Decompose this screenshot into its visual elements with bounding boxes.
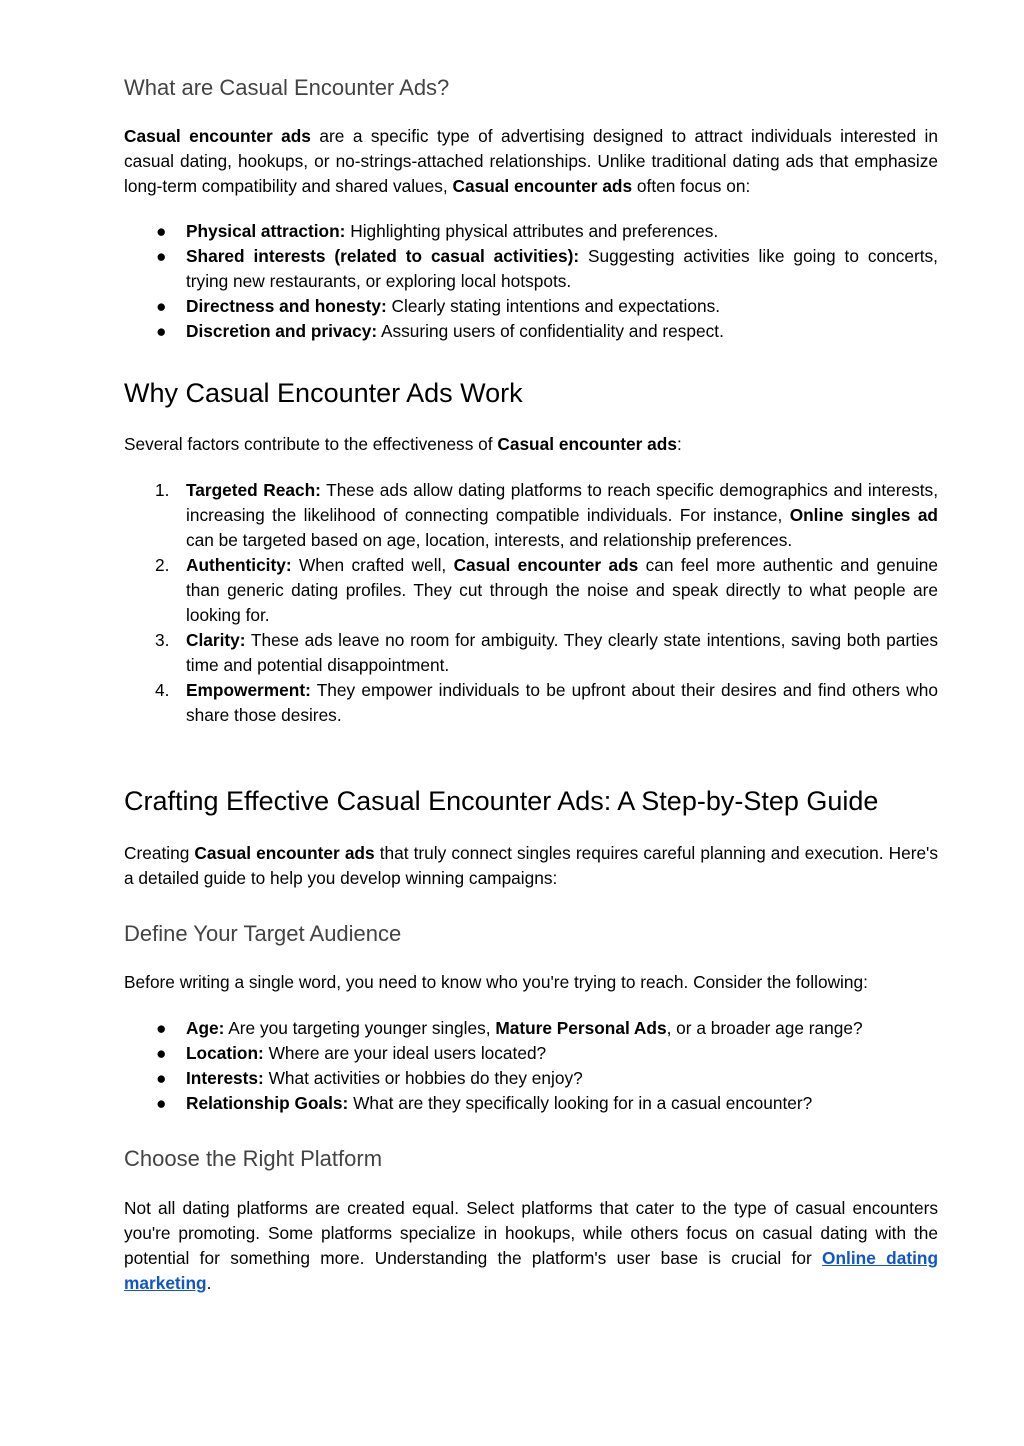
bullet-marker: ●: [156, 221, 167, 241]
item-text: Clearly stating intentions and expectations.: [386, 296, 721, 316]
bullet-marker: ●: [156, 1043, 167, 1063]
item-text: What activities or hobbies do they enjoy?: [263, 1068, 583, 1088]
bullet-marker: ●: [156, 296, 167, 316]
text-run: :: [676, 434, 682, 454]
item-text: Are you targeting younger singles,: [224, 1018, 496, 1038]
factors-intro-paragraph: [124, 432, 938, 457]
bold-term: Casual encounter ads: [452, 176, 633, 196]
bold-term: Online singles ad: [789, 505, 938, 525]
item-text: What are they specifically looking for in a casual encounter?: [348, 1093, 813, 1113]
factors-numbered-list: [124, 478, 938, 728]
item-text: , or a broader age range?: [666, 1018, 863, 1038]
item-text: These ads allow dating platforms to reach specific demographics and interests, increasing the likelihood of connecting compatible individuals. For instance,: [186, 480, 938, 525]
list-item: [124, 678, 938, 728]
number-marker: 3.: [155, 630, 170, 650]
text-run: Several factors contribute to the effectiveness of: [124, 434, 498, 454]
platform-paragraph: [124, 1196, 938, 1296]
bullet-marker: ●: [156, 1018, 167, 1038]
guide-intro-paragraph: [124, 841, 938, 891]
section-heading-platform: Choose the Right Platform: [124, 1146, 383, 1171]
bold-term: Mature Personal Ads: [495, 1018, 667, 1038]
section-heading-crafting: Crafting Effective Casual Encounter Ads: A Step-by-Step Guide: [124, 786, 879, 816]
item-text: Assuring users of confidentiality and respect.: [377, 321, 724, 341]
item-label: Targeted Reach:: [186, 480, 321, 500]
intro-paragraph: [124, 124, 938, 199]
features-bullet-list: [124, 219, 938, 344]
text-run: Not all dating platforms are created equal. Select platforms that cater to the type of casual encounters you're promoting. Some platforms specialize in hookups, while others focus on casual dating with the potential for something more. Understanding the platform's user base is crucial for: [124, 1198, 938, 1268]
item-text: When crafted well,: [291, 555, 454, 575]
number-marker: 4.: [155, 680, 170, 700]
item-label: Physical attraction:: [186, 221, 346, 241]
bullet-marker: ●: [156, 1093, 167, 1113]
audience-bullet-list: [124, 1016, 938, 1116]
item-text: They empower individuals to be upfront about their desires and find others who share those desires.: [186, 680, 938, 725]
item-label: Clarity:: [186, 630, 246, 650]
list-item: [124, 1091, 938, 1116]
bold-term: Casual encounter ads: [194, 843, 375, 863]
item-label: Age:: [186, 1018, 225, 1038]
item-label: Discretion and privacy:: [186, 321, 378, 341]
number-marker: 1.: [155, 480, 170, 500]
item-text: Where are your ideal users located?: [263, 1043, 547, 1063]
text-run: that truly connect singles requires careful planning and execution. Here's a detailed guide to help you develop winning campaigns:: [124, 843, 939, 888]
bullet-marker: ●: [156, 246, 167, 266]
text-run: often focus on:: [632, 176, 751, 196]
list-item: [124, 319, 938, 344]
bold-term: Casual encounter ads: [497, 434, 677, 454]
item-label: Shared interests (related to casual activities):: [186, 246, 580, 266]
section-heading-what-are: What are Casual Encounter Ads?: [124, 75, 450, 100]
text-run: are a specific type of advertising designed to attract individuals interested in casual dating, hookups, or no-strings-attached relationships. Unlike traditional dating ads that emphasize long-term compatibility and shared values,: [124, 126, 938, 196]
bullet-marker: ●: [156, 321, 167, 341]
list-item: [124, 1066, 938, 1091]
list-item: [124, 1041, 938, 1066]
item-text: Highlighting physical attributes and preferences.: [345, 221, 719, 241]
section-heading-why-work: Why Casual Encounter Ads Work: [124, 378, 523, 408]
list-item: [124, 219, 938, 244]
bullet-marker: ●: [156, 1068, 167, 1088]
audience-intro-paragraph: Before writing a single word, you need to know who you're trying to reach. Consider the following:: [124, 972, 868, 992]
item-label: Authenticity:: [186, 555, 292, 575]
item-label: Empowerment:: [186, 680, 311, 700]
section-heading-target-audience: Define Your Target Audience: [124, 921, 402, 946]
list-item: [124, 553, 938, 628]
item-text: can be targeted based on age, location, interests, and relationship preferences.: [186, 530, 793, 550]
item-label: Relationship Goals:: [186, 1093, 349, 1113]
list-item: [124, 478, 938, 553]
list-item: [124, 628, 938, 678]
item-label: Interests:: [186, 1068, 264, 1088]
item-text: Suggesting activities like going to concerts, trying new restaurants, or exploring local hotspots.: [186, 246, 938, 291]
text-run: Creating: [124, 843, 195, 863]
text-run: .: [206, 1273, 212, 1293]
bold-term: Casual encounter ads: [124, 126, 311, 146]
list-item: [124, 294, 938, 319]
list-item: [124, 1016, 938, 1041]
online-dating-marketing-link[interactable]: Online dating marketing: [124, 1248, 938, 1293]
number-marker: 2.: [155, 555, 170, 575]
list-item: [124, 244, 938, 294]
item-label: Directness and honesty:: [186, 296, 387, 316]
item-label: Location:: [186, 1043, 264, 1063]
item-text: These ads leave no room for ambiguity. They clearly state intentions, saving both parties time and potential disappointment.: [186, 630, 938, 675]
bold-term: Casual encounter ads: [453, 555, 639, 575]
item-text: can feel more authentic and genuine than generic dating profiles. They cut through the noise and speak directly to what people are looking for.: [186, 555, 938, 625]
